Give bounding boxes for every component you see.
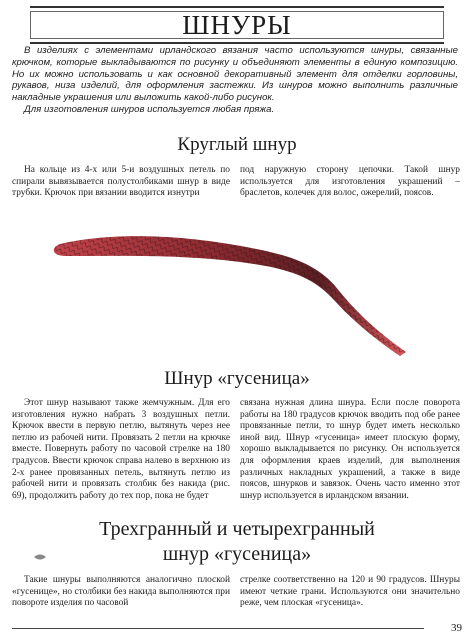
footer-rule — [12, 628, 424, 629]
page-number: 39 — [451, 622, 462, 634]
section-title-tri-quad-line2: шнур «гусеница» — [162, 543, 312, 565]
caterpillar-right-column — [240, 398, 460, 502]
paragraph: стрелке соответственно на 120 и 90 градусов. Шнуры имеют четкие грани. Используются они значительно реже, чем плоская «гусеница». — [240, 575, 460, 609]
paragraph: связана нужная длина шнура. Если после поворота работы на 180 градусов крючок вводить под обе ранее провязанные петли, то шнур будет иметь несколько иной вид. Шнур «гусеница» имеет плоскую форму, хорошо выкладывается по рисунку. Он используется для оформления краев изделий, для выполнения различных накладных украшений, а также в виде поясов, шнурков и завязок. Очень часто именно этот шнур используется в ирландском вязании. — [240, 398, 460, 501]
paragraph: под наружную сторону цепочки. Такой шнур используется для изготовления украшений – браслетов, колечек для волос, ожерелий, поясов. — [240, 165, 460, 199]
section-title-round-cord: Круглый шнур — [177, 134, 297, 155]
section-title-caterpillar-cord: Шнур «гусеница» — [164, 368, 310, 389]
round-cord-illustration — [40, 222, 420, 362]
intro-text — [12, 45, 458, 116]
round-cord-right-column — [240, 165, 460, 200]
intro-paragraph: В изделиях с элементами ирландского вязания часто используются шнуры, связанные крючком, которые выкладываются по рисунку и объединяют элементы в единую композицию. Но их можно использовать и как основной декоративный элемент для отделки горловины, рукавов, низа изделий, для оформления застежки. Из шнуров можно выполнить различные накладные украшения или выложить какой-либо рисунок. — [12, 45, 458, 104]
page-title: ШНУРЫ — [182, 10, 292, 40]
ornament-icon — [34, 552, 46, 562]
round-cord-left-column — [12, 165, 230, 200]
section-title-tri-quad-line1: Трехгранный и четырехгранный — [99, 518, 375, 540]
title-frame — [30, 6, 444, 44]
intro-paragraph: Для изготовления шнуров используется любая пряжа. — [24, 103, 275, 115]
paragraph: На кольце из 4-х или 5-и воздушных петель по спирали вывязывается полустолбиками шнур в виде трубки. Крючок при вязании вводится изнутри — [12, 165, 230, 199]
tri-quad-left-column — [12, 575, 230, 610]
tri-quad-right-column — [240, 575, 460, 610]
paragraph: Этот шнур называют также жемчужным. Для его изготовления нужно набрать 3 воздушных петли. Крючок ввести в первую петлю, вытянуть через нее петлю из рабочей нити. Провязать 2 петли на крючке вместе. Повернуть работу по часовой стрелке на 180 градусов. Ввести крючок справа налево в верхнюю из 2-х ранее провязанных петель, вытянуть петлю из рабочей нити и провязать столбик без накида (рис. 69), продолжить работу до тех пор, пока не будет — [12, 398, 230, 501]
paragraph: Такие шнуры выполняются аналогично плоской «гусенице», но столбики без накида выполняются при повороте изделия по часовой — [12, 575, 230, 609]
caterpillar-left-column — [12, 398, 230, 502]
